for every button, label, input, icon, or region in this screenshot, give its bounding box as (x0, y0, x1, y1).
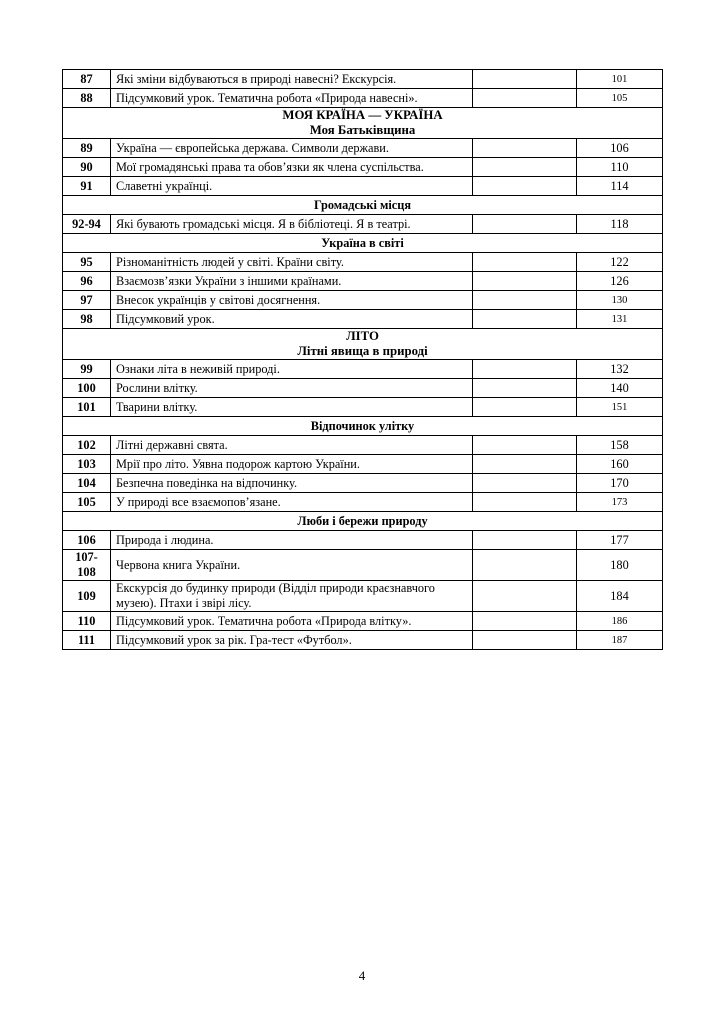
lesson-title: Літні державні свята. (111, 436, 473, 455)
page-ref: 130 (577, 291, 663, 310)
section-title-line: ЛІТО (346, 329, 379, 343)
lesson-number: 105 (63, 493, 111, 512)
lesson-number: 102 (63, 436, 111, 455)
lesson-title: Підсумковий урок. Тематична робота «Природа влітку». (111, 612, 473, 631)
lesson-row (63, 550, 663, 581)
empty-cell (473, 631, 577, 650)
empty-cell (473, 379, 577, 398)
lesson-row (63, 379, 663, 398)
section-title (63, 108, 663, 139)
lessons-table (62, 69, 663, 650)
lesson-row (63, 215, 663, 234)
lesson-number: 95 (63, 253, 111, 272)
page-ref: 186 (577, 612, 663, 631)
empty-cell (473, 177, 577, 196)
page-ref: 126 (577, 272, 663, 291)
lesson-title: Різноманітність людей у світі. Країни світу. (111, 253, 473, 272)
lesson-number: 92-94 (63, 215, 111, 234)
lesson-row (63, 531, 663, 550)
lesson-number: 104 (63, 474, 111, 493)
lesson-number: 91 (63, 177, 111, 196)
page-ref: 132 (577, 360, 663, 379)
lesson-number: 111 (63, 631, 111, 650)
section-title (63, 512, 663, 531)
lesson-row (63, 398, 663, 417)
lesson-number: 107-108 (63, 550, 111, 581)
lesson-title: Взаємозв’язки України з іншими країнами. (111, 272, 473, 291)
lesson-title: Підсумковий урок. (111, 310, 473, 329)
page-ref: 118 (577, 215, 663, 234)
lesson-number: 110 (63, 612, 111, 631)
page-ref: 122 (577, 253, 663, 272)
lesson-row (63, 291, 663, 310)
page-ref: 151 (577, 398, 663, 417)
section-header-row (63, 329, 663, 360)
lesson-row (63, 474, 663, 493)
page-ref: 180 (577, 550, 663, 581)
lesson-row (63, 272, 663, 291)
lesson-title: Безпечна поведінка на відпочинку. (111, 474, 473, 493)
lesson-row (63, 581, 663, 612)
empty-cell (473, 89, 577, 108)
empty-cell (473, 531, 577, 550)
section-title-line: Громадські місця (314, 197, 411, 212)
empty-cell (473, 253, 577, 272)
lesson-title: Природа і людина. (111, 531, 473, 550)
lesson-number: 101 (63, 398, 111, 417)
page-ref: 106 (577, 139, 663, 158)
page-ref: 187 (577, 631, 663, 650)
lesson-title: Тварини влітку. (111, 398, 473, 417)
empty-cell (473, 493, 577, 512)
page-ref: 131 (577, 310, 663, 329)
lesson-number: 97 (63, 291, 111, 310)
section-title (63, 234, 663, 253)
lesson-row (63, 493, 663, 512)
lesson-title: Які бувають громадські місця. Я в бібліотеці. Я в театрі. (111, 215, 473, 234)
empty-cell (473, 70, 577, 89)
empty-cell (473, 215, 577, 234)
empty-cell (473, 474, 577, 493)
lesson-title: Україна — європейська держава. Символи держави. (111, 139, 473, 158)
lesson-row (63, 158, 663, 177)
page-ref: 101 (577, 70, 663, 89)
empty-cell (473, 360, 577, 379)
lesson-title: У природі все взаємопов’язане. (111, 493, 473, 512)
empty-cell (473, 550, 577, 581)
lesson-number: 106 (63, 531, 111, 550)
empty-cell (473, 272, 577, 291)
lesson-row (63, 177, 663, 196)
section-header-row (63, 234, 663, 253)
lesson-title: Екскурсія до будинку природи (Відділ природи краєзнавчого музею). Птахи і звірі лісу. (111, 581, 473, 612)
lesson-number: 88 (63, 89, 111, 108)
section-title-line: Україна в світі (321, 235, 404, 250)
section-title-line: Відпочинок улітку (310, 418, 415, 433)
page-ref: 140 (577, 379, 663, 398)
page-ref: 184 (577, 581, 663, 612)
section-header-row (63, 417, 663, 436)
page-ref: 177 (577, 531, 663, 550)
lesson-number: 89 (63, 139, 111, 158)
lesson-row (63, 631, 663, 650)
empty-cell (473, 581, 577, 612)
empty-cell (473, 310, 577, 329)
lesson-number: 87 (63, 70, 111, 89)
lesson-number: 98 (63, 310, 111, 329)
empty-cell (473, 436, 577, 455)
section-header-row (63, 196, 663, 215)
lesson-title: Підсумковий урок за рік. Гра-тест «Футбол». (111, 631, 473, 650)
lesson-row (63, 253, 663, 272)
lesson-number: 100 (63, 379, 111, 398)
lesson-title: Рослини влітку. (111, 379, 473, 398)
lesson-title: Мої громадянські права та обов’язки як члена суспільства. (111, 158, 473, 177)
page-ref: 114 (577, 177, 663, 196)
section-subtitle-line: Моя Батьківщина (309, 123, 416, 137)
lesson-title: Підсумковий урок. Тематична робота «Природа навесні». (111, 89, 473, 108)
lesson-row (63, 139, 663, 158)
lesson-number: 103 (63, 455, 111, 474)
page-ref: 173 (577, 493, 663, 512)
lesson-number: 109 (63, 581, 111, 612)
section-header-row (63, 108, 663, 139)
lesson-row (63, 310, 663, 329)
page-ref: 105 (577, 89, 663, 108)
lesson-title: Внесок українців у світові досягнення. (111, 291, 473, 310)
empty-cell (473, 139, 577, 158)
empty-cell (473, 291, 577, 310)
section-title (63, 329, 663, 360)
lesson-row (63, 612, 663, 631)
lesson-row (63, 436, 663, 455)
lesson-title: Ознаки літа в неживій природі. (111, 360, 473, 379)
empty-cell (473, 612, 577, 631)
page-ref: 170 (577, 474, 663, 493)
lesson-title: Славетні українці. (111, 177, 473, 196)
lesson-number: 96 (63, 272, 111, 291)
page-ref: 158 (577, 436, 663, 455)
section-title-line: МОЯ КРАЇНА — УКРАЇНА (282, 108, 443, 122)
lesson-row (63, 455, 663, 474)
lesson-title: Червона книга України. (111, 550, 473, 581)
page-ref: 110 (577, 158, 663, 177)
empty-cell (473, 398, 577, 417)
section-title-line: Люби і бережи природу (297, 513, 428, 528)
lesson-row (63, 360, 663, 379)
lesson-title: Мрії про літо. Уявна подорож картою України. (111, 455, 473, 474)
empty-cell (473, 158, 577, 177)
lesson-number: 99 (63, 360, 111, 379)
lesson-row (63, 89, 663, 108)
section-header-row (63, 512, 663, 531)
lesson-number: 90 (63, 158, 111, 177)
section-title (63, 196, 663, 215)
section-subtitle-line: Літні явища в природі (297, 344, 428, 358)
page-number: 4 (358, 968, 366, 983)
lesson-title: Які зміни відбуваються в природі навесні? Екскурсія. (111, 70, 473, 89)
empty-cell (473, 455, 577, 474)
page-ref: 160 (577, 455, 663, 474)
lesson-row (63, 70, 663, 89)
section-title (63, 417, 663, 436)
